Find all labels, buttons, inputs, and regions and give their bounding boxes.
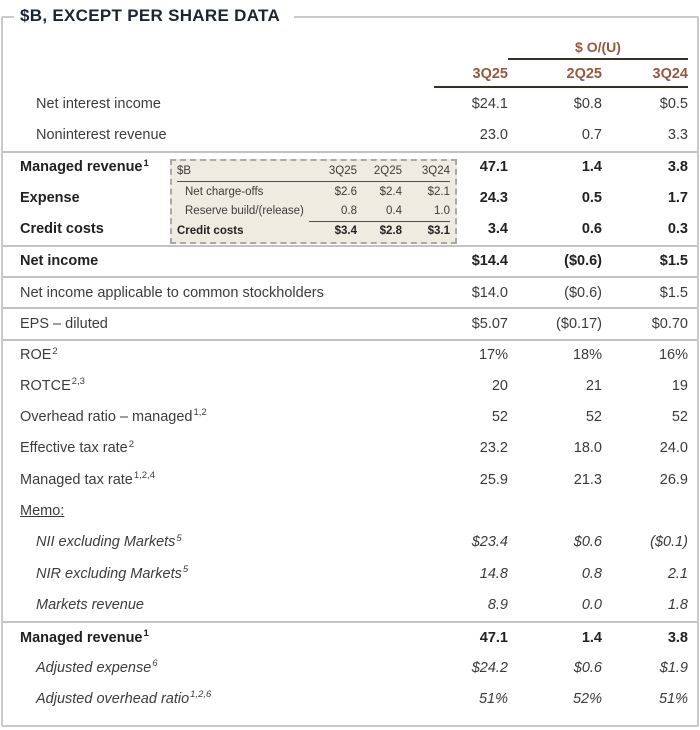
- cell-2q25: $0.6: [573, 534, 602, 551]
- inset-body: [177, 182, 450, 241]
- cell-3q24: 1.8: [667, 597, 688, 614]
- cell-2q25: $0.6: [573, 659, 602, 676]
- row-label: NII excluding Markets$^5$: [36, 532, 182, 551]
- cell-2q25: 52%: [572, 691, 602, 708]
- cell-3q25: 14.8: [479, 565, 508, 582]
- cell-3q24: $1.5: [659, 284, 688, 301]
- cell-3q25: 17%: [478, 347, 508, 364]
- inset-header-row: [177, 161, 450, 182]
- table-row: [3, 307, 697, 338]
- row-label: Managed revenue$^1$: [20, 627, 149, 646]
- row-label: ROE$^2$: [20, 345, 58, 364]
- inset-cell-3q24: $2.1: [427, 185, 450, 198]
- cell-3q25: $5.07: [471, 316, 508, 333]
- cell-3q25: $14.4: [471, 253, 508, 270]
- cell-3q24: ($0.1): [650, 534, 688, 551]
- cell-3q25: 23.2: [479, 440, 508, 457]
- cell-3q24: 19: [671, 377, 688, 394]
- row-label: EPS – diluted: [20, 316, 108, 333]
- row-label: Credit costs: [20, 221, 104, 238]
- table-row: [3, 339, 697, 370]
- cell-2q25: 18%: [572, 347, 602, 364]
- table-row: [3, 245, 697, 276]
- row-label: Noninterest revenue: [36, 127, 167, 144]
- cell-3q25: $14.0: [471, 284, 508, 301]
- inset-row-label: Reserve build/(release): [185, 205, 304, 218]
- inset-row-label: Net charge-offs: [185, 185, 264, 198]
- cell-3q24: 26.9: [659, 471, 688, 488]
- footnote-marker: 1,2,6: [190, 689, 212, 701]
- table-row: [3, 621, 697, 652]
- row-label: NIR excluding Markets$^5$: [36, 564, 189, 582]
- footnote-marker: 5: [182, 564, 189, 575]
- inset-column-header-3q25: 3Q25: [328, 165, 357, 177]
- table-row: [3, 684, 697, 715]
- inset-row: [177, 182, 450, 202]
- table-row: [3, 558, 697, 589]
- cell-3q25: 47.1: [479, 159, 508, 176]
- cell-2q25: 1.4: [581, 629, 602, 646]
- cell-2q25: 21: [585, 377, 602, 394]
- cell-3q25: 3.4: [487, 221, 508, 238]
- cell-3q25: 20: [491, 377, 508, 394]
- table-row: [3, 401, 697, 432]
- inset-corner-label: $B: [177, 165, 192, 177]
- cell-2q25: $0.8: [573, 95, 602, 112]
- cell-3q24: $0.5: [659, 95, 688, 112]
- inset-cell-3q25: $3.4: [309, 221, 357, 241]
- table-row: [3, 433, 697, 464]
- cell-2q25: 0.7: [581, 127, 602, 144]
- inset-cell-3q24: 1.0: [434, 205, 450, 218]
- footnote-marker: 2,3: [71, 375, 85, 387]
- cell-2q25: 18.0: [573, 440, 602, 457]
- table-row: [3, 652, 697, 683]
- row-label: Markets revenue: [36, 597, 144, 614]
- cell-3q24: 0.3: [667, 221, 688, 238]
- cell-2q25: 0.8: [581, 565, 602, 582]
- footnote-marker: 1,2: [193, 407, 207, 419]
- cell-3q24: 24.0: [659, 440, 688, 457]
- table-row: [3, 119, 697, 150]
- table-row: [3, 527, 697, 558]
- credit-costs-inset: [170, 159, 457, 244]
- column-header-row: [3, 60, 697, 88]
- cell-3q24: 3.8: [667, 159, 688, 176]
- table-row: [3, 464, 697, 495]
- cell-2q25: ($0.6): [564, 253, 602, 270]
- column-header-3q24: 3Q24: [602, 66, 688, 88]
- row-label: Net income applicable to common stockholders: [20, 284, 324, 301]
- row-label: ROTCE$^{2,3}$: [20, 375, 85, 394]
- inset-cell-2q25: $2.8: [357, 221, 402, 241]
- cell-3q25: $23.4: [471, 534, 508, 551]
- cell-3q24: $0.70: [651, 316, 688, 333]
- table-row: [3, 276, 697, 307]
- row-label: Overhead ratio – managed$^{1,2}$: [20, 407, 207, 426]
- inset-cell-3q25: 0.8: [341, 205, 357, 218]
- inset-cell-3q24: $3.1: [402, 221, 450, 241]
- footnote-marker: 6: [152, 658, 158, 670]
- cell-2q25: ($0.17): [556, 316, 602, 333]
- row-label: Net income: [20, 253, 99, 270]
- cell-2q25: ($0.6): [564, 284, 602, 301]
- table-row: [3, 88, 697, 119]
- cell-3q25: 25.9: [479, 471, 508, 488]
- row-label: Expense: [20, 189, 80, 206]
- cell-2q25: 0.0: [581, 597, 602, 614]
- row-label: Managed tax rate$^{1,2,4}$: [20, 469, 155, 488]
- over-under-header-row: [3, 30, 697, 60]
- cell-3q25: 23.0: [479, 127, 508, 144]
- cell-3q24: 3.8: [667, 629, 688, 646]
- cell-3q24: 1.7: [667, 189, 688, 206]
- cell-3q24: $1.5: [659, 253, 688, 270]
- cell-3q24: 2.1: [667, 565, 688, 582]
- cell-2q25: 1.4: [581, 159, 602, 176]
- inset-cell-3q25: $2.6: [334, 185, 357, 198]
- cell-2q25: 0.6: [581, 221, 602, 238]
- footnote-marker: 1: [143, 627, 149, 639]
- summary-table: [3, 30, 697, 715]
- cell-2q25: 21.3: [573, 471, 602, 488]
- over-under-label: $ O/(U): [508, 39, 688, 60]
- row-label: Managed revenue$^1$: [20, 157, 149, 176]
- cell-3q24: 16%: [658, 347, 688, 364]
- cell-3q25: 52: [491, 409, 508, 426]
- inset-cell-2q25: $2.4: [379, 185, 402, 198]
- row-label: Effective tax rate$^2$: [20, 438, 135, 457]
- inset-row-label: Credit costs: [177, 224, 244, 237]
- table-row: [3, 590, 697, 621]
- cell-3q24: $1.9: [659, 659, 688, 676]
- cell-3q25: 8.9: [487, 597, 508, 614]
- column-header-3q25: 3Q25: [434, 66, 508, 88]
- inset-cell-2q25: 0.4: [386, 205, 402, 218]
- table-row: [3, 370, 697, 401]
- page-title: $B, EXCEPT PER SHARE DATA: [14, 4, 294, 28]
- cell-3q25: 24.3: [479, 189, 508, 206]
- cell-2q25: 0.5: [581, 189, 602, 206]
- cell-2q25: 52: [585, 409, 602, 426]
- row-label: Memo:: [20, 503, 65, 520]
- row-label: Net interest income: [36, 95, 161, 112]
- footnote-marker: 2: [52, 345, 58, 357]
- cell-3q25: 51%: [478, 691, 508, 708]
- footnote-marker: 5: [176, 532, 182, 544]
- table-row: [3, 495, 697, 526]
- footnote-marker: 1: [143, 157, 149, 169]
- cell-3q25: 47.1: [479, 629, 508, 646]
- inset-column-header-2q25: 2Q25: [373, 165, 402, 177]
- footnote-marker: 2: [128, 438, 135, 450]
- cell-3q24: 51%: [658, 691, 688, 708]
- row-label: Adjusted expense$^6$: [36, 658, 158, 676]
- column-header-2q25: 2Q25: [508, 66, 602, 88]
- inset-row: [177, 221, 450, 241]
- row-label: Adjusted overhead ratio$^{1,2,6}$: [36, 689, 212, 708]
- cell-3q24: 52: [671, 409, 688, 426]
- inset-column-header-3q24: 3Q24: [421, 165, 450, 177]
- cell-3q25: $24.1: [471, 95, 508, 112]
- cell-3q25: $24.2: [471, 659, 508, 676]
- cell-3q24: 3.3: [667, 127, 688, 144]
- inset-row: [177, 202, 450, 222]
- footnote-marker: 1,2,4: [133, 469, 155, 481]
